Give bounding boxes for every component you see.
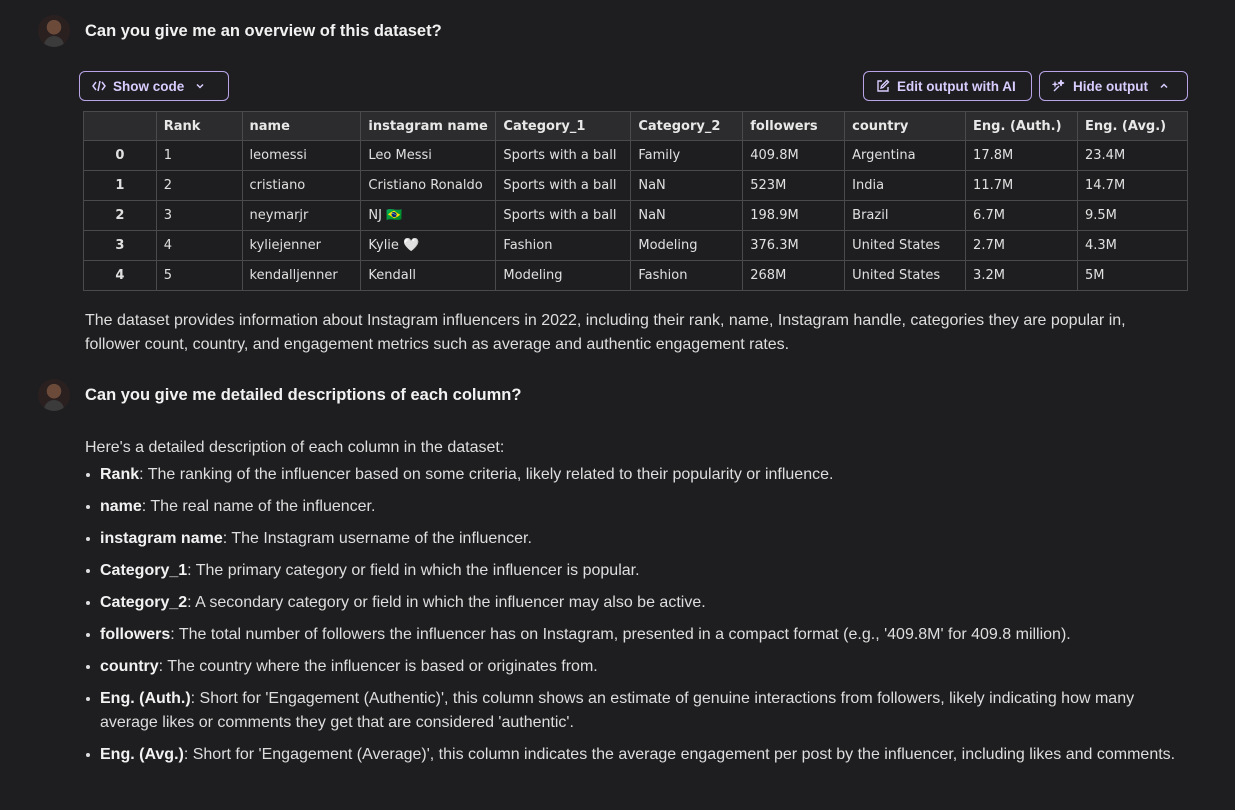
column-term: Eng. (Avg.) [100,746,184,763]
column-header: instagram name [361,112,496,141]
table-cell: NaN [631,171,743,201]
column-description: : The primary category or field in which the influencer is popular. [187,562,640,579]
column-header: name [242,112,361,141]
edit-output-button[interactable] [863,71,1032,101]
table-cell: 23.4M [1078,141,1188,171]
table-cell: United States [845,231,966,261]
table-cell: leomessi [242,141,361,171]
table-cell: Fashion [496,231,631,261]
description-intro: Here's a detailed description of each column in the dataset: [85,439,505,456]
question-text: Can you give me detailed descriptions of each column? [85,385,522,404]
column-description: : The Instagram username of the influencer. [222,530,532,547]
list-item [85,687,1185,735]
table-row [84,171,1188,201]
table-cell: 523M [743,171,845,201]
column-header: Eng. (Avg.) [1078,112,1188,141]
hide-output-button[interactable] [1039,71,1188,101]
table-cell: United States [845,261,966,291]
table-cell: 409.8M [743,141,845,171]
column-description: : Short for 'Engagement (Authentic)', this column shows an estimate of genuine interactions from followers, likely indicating how many average likes or comments they get that are considered 'authentic'. [100,690,1135,731]
hide-output-label: Hide output [1073,78,1148,94]
table-row [84,261,1188,291]
table-row [84,201,1188,231]
table-cell: 3 [156,201,242,231]
table-cell: kendalljenner [242,261,361,291]
column-term: instagram name [100,530,223,547]
list-item [85,559,1185,583]
table-cell: Brazil [845,201,966,231]
table-row [84,231,1188,261]
list-item [85,463,1185,487]
column-header: country [845,112,966,141]
table-header-row [84,112,1188,141]
table-cell: Family [631,141,743,171]
table-cell: Cristiano Ronaldo [361,171,496,201]
table-cell: Kendall [361,261,496,291]
column-description: : The total number of followers the influencer has on Instagram, presented in a compact format (e.g., '409.8M' for 409.8 million). [170,626,1071,643]
table-cell: Fashion [631,261,743,291]
column-term: Category_1 [100,562,188,579]
column-term: Eng. (Auth.) [100,690,191,707]
table-cell: 17.8M [966,141,1078,171]
table-cell: 198.9M [743,201,845,231]
column-description: : A secondary category or field in which the influencer may also be active. [187,594,706,611]
column-description: : Short for 'Engagement (Average)', this column indicates the average engagement per post by the influencer, including likes and comments. [183,746,1176,763]
edit-output-label: Edit output with AI [897,78,1016,94]
column-header [84,112,157,141]
table-cell: Kylie 🤍 [361,231,496,261]
table-cell: cristiano [242,171,361,201]
sparkle-icon [1052,79,1066,93]
dataset-summary: The dataset provides information about Instagram influencers in 2022, including their rank, name, Instagram handle, categories they are popular in, follower count, country, and engagement metrics such as average and authentic engagement rates. [85,312,1126,353]
list-item [85,623,1185,647]
table-cell: Sports with a ball [496,201,631,231]
column-term: name [100,498,142,515]
table-cell: neymarjr [242,201,361,231]
row-index: 2 [84,201,157,231]
show-code-label: Show code [113,78,185,94]
row-index: 3 [84,231,157,261]
table-cell: 1 [156,141,242,171]
table-cell: 2 [156,171,242,201]
code-icon [92,79,106,93]
table-cell: India [845,171,966,201]
list-item [85,495,1185,519]
column-description: : The country where the influencer is based or originates from. [158,658,598,675]
table-cell: 6.7M [966,201,1078,231]
dataframe-table [83,111,1188,291]
list-item [85,655,1185,679]
column-description: : The real name of the influencer. [141,498,376,515]
table-cell: 376.3M [743,231,845,261]
column-description: : The ranking of the influencer based on some criteria, likely related to their popularity or influence. [139,466,834,483]
table-row [84,141,1188,171]
table-cell: Modeling [631,231,743,261]
column-header: Eng. (Auth.) [966,112,1078,141]
table-cell: 4.3M [1078,231,1188,261]
message-user-1 [38,15,442,47]
row-index: 1 [84,171,157,201]
table-cell: Sports with a ball [496,171,631,201]
avatar [38,379,70,411]
list-item [85,591,1185,615]
column-term: Rank [100,466,140,483]
table-cell: NaN [631,201,743,231]
table-cell: 4 [156,231,242,261]
row-index: 4 [84,261,157,291]
list-item [85,743,1185,767]
column-header: followers [743,112,845,141]
message-user-2 [38,379,521,411]
table-cell: 3.2M [966,261,1078,291]
column-description-list [85,463,1185,775]
table-cell: Sports with a ball [496,141,631,171]
table-cell: Leo Messi [361,141,496,171]
column-header: Rank [156,112,242,141]
chevron-down-icon [194,80,206,92]
column-term: followers [100,626,171,643]
question-text: Can you give me an overview of this dataset? [85,21,442,40]
column-term: country [100,658,159,675]
column-header: Category_2 [631,112,743,141]
table-cell: 268M [743,261,845,291]
table-cell: 11.7M [966,171,1078,201]
column-header: Category_1 [496,112,631,141]
avatar [38,15,70,47]
table-cell: Modeling [496,261,631,291]
table-cell: 2.7M [966,231,1078,261]
table-cell: 5 [156,261,242,291]
table-cell: 9.5M [1078,201,1188,231]
row-index: 0 [84,141,157,171]
chevron-up-icon [1158,80,1170,92]
table-cell: NJ 🇧🇷 [361,201,496,231]
list-item [85,527,1185,551]
table-cell: 14.7M [1078,171,1188,201]
show-code-button[interactable] [79,71,229,101]
table-cell: Argentina [845,141,966,171]
table-cell: 5M [1078,261,1188,291]
table-cell: kyliejenner [242,231,361,261]
column-term: Category_2 [100,594,188,611]
edit-icon [876,79,890,93]
